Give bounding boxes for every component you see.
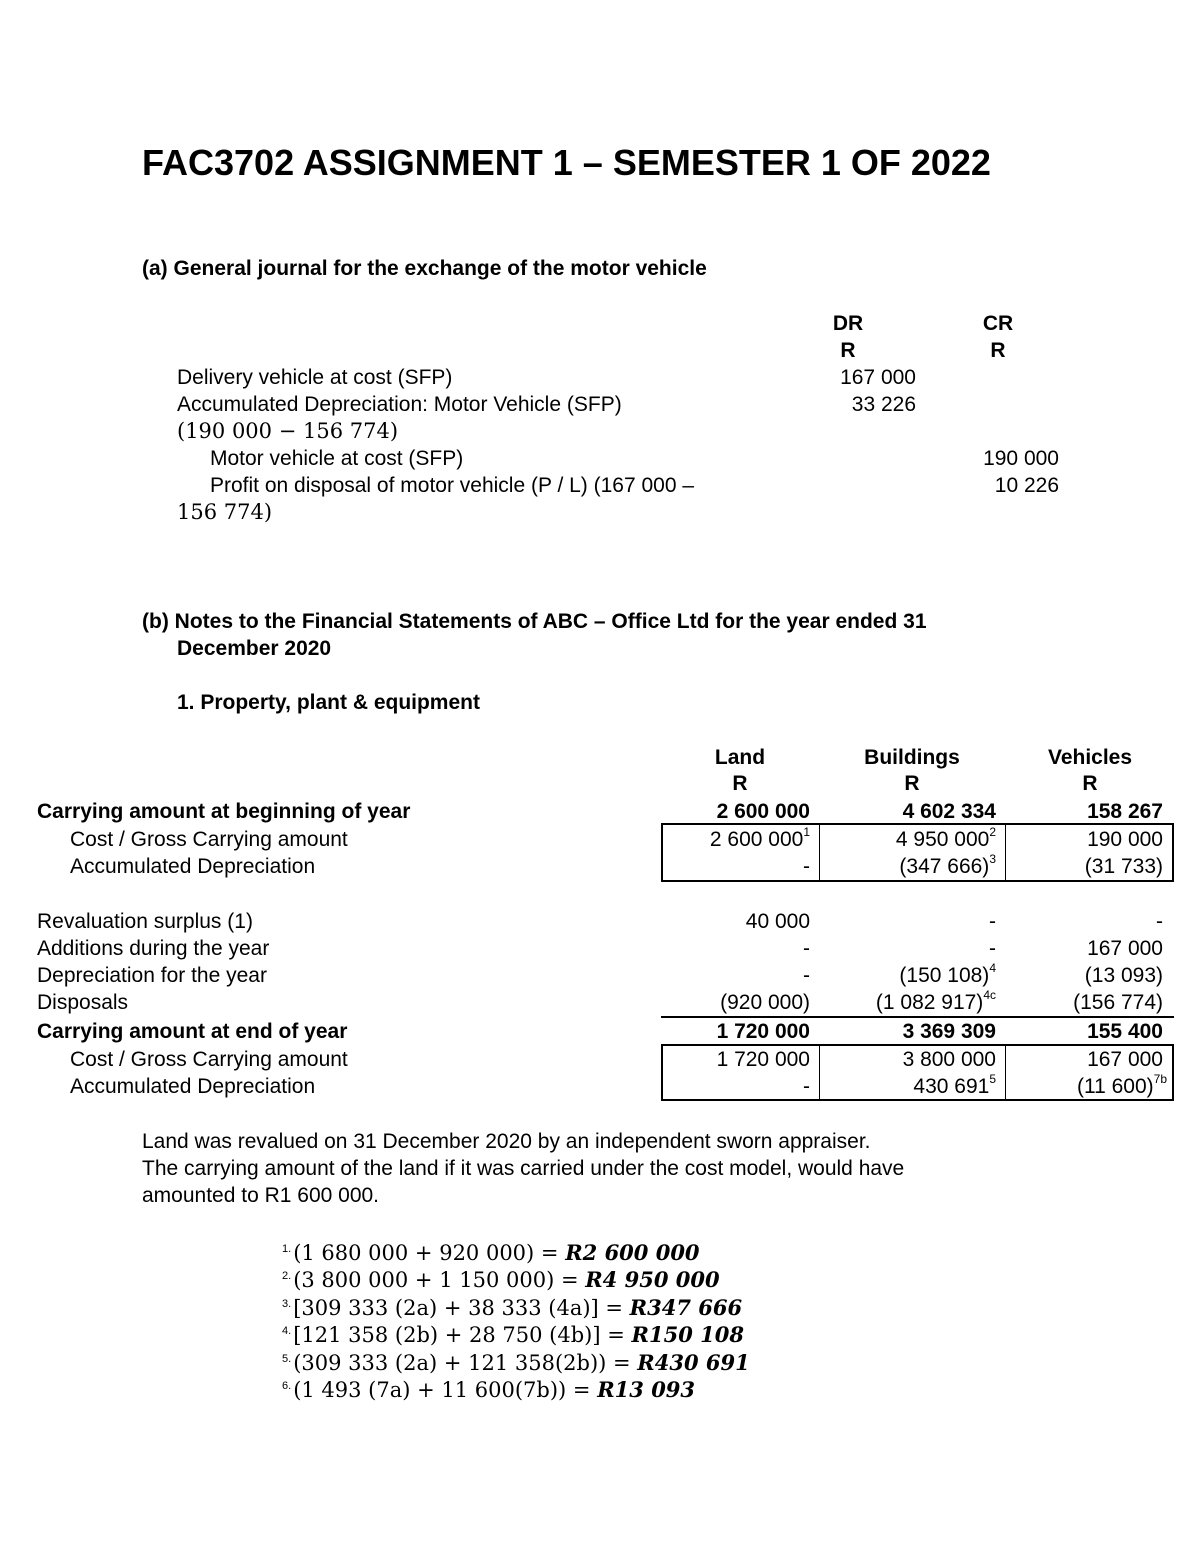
column-header-vehicles: Vehicles [1047, 746, 1133, 769]
journal-entry-label: Accumulated Depreciation: Motor Vehicle (SFP) [177, 393, 622, 416]
dr-header: DR [832, 312, 864, 335]
page-title: FAC3702 ASSIGNMENT 1 – SEMESTER 1 OF 2022 [142, 142, 991, 183]
cell-land: (920 000) [720, 991, 810, 1014]
cr-currency: R [990, 339, 1006, 362]
cell-vehicles: 158 267 [1087, 800, 1163, 823]
cell-vehicles: (13 093) [1084, 964, 1163, 987]
note-title: 1. Property, plant & equipment [177, 691, 480, 714]
narrative-line: The carrying amount of the land if it was carried under the cost model, would have [142, 1157, 905, 1180]
cell-land: 40 000 [745, 910, 810, 933]
row-label-depreciation: Depreciation for the year [37, 964, 267, 987]
row-label-acc-dep: Accumulated Depreciation [70, 1075, 316, 1098]
footnote-ref: 4c [983, 988, 996, 1002]
cell-land: 2 600 000 [716, 800, 810, 823]
journal-entry-label: Motor vehicle at cost (SFP) [210, 447, 464, 470]
cell-vehicles: (11 600)$^{7b}$ [1076, 1072, 1167, 1098]
cell-buildings: 430 $691^5$ [913, 1072, 996, 1098]
footnote-ref: 2 [989, 825, 996, 839]
narrative-line: amounted to R1 600 000. [142, 1184, 380, 1207]
column-divider [819, 823, 820, 882]
journal-entry-cr: 190 000 [983, 447, 1059, 470]
part-b-heading-cont: December 2020 [177, 637, 332, 660]
cell-buildings: - [989, 937, 996, 960]
journal-entry-label: Profit on disposal of motor vehicle (P / L) (167 000 – [210, 474, 695, 497]
column-unit: R [1082, 772, 1098, 795]
column-unit: R [732, 772, 748, 795]
cell-land: - [803, 937, 810, 960]
cell-buildings: - [989, 910, 996, 933]
row-label-cost: Cost / Gross Carrying amount [70, 828, 348, 851]
cell-vehicles: 190 000 [1087, 828, 1163, 851]
cell-vehicles: - [1156, 910, 1163, 933]
row-label-cost: Cost / Gross Carrying amount [70, 1048, 348, 1071]
cell-land: - [803, 855, 810, 878]
cell-vehicles: (31 733) [1084, 855, 1163, 878]
column-divider [819, 1044, 820, 1101]
cell-vehicles: 167 000 [1087, 937, 1163, 960]
cell-vehicles: (156 774) [1073, 991, 1163, 1014]
footnote: $^{2.}$(3 800 000 + 1 150 000) = R4 950 000 [282, 1267, 720, 1292]
cr-header: CR [982, 312, 1014, 335]
column-header-buildings: Buildings [864, 746, 960, 769]
footnote: $^{5.}$(309 333 (2a) + 121 358(2b)) = R430 691 [282, 1350, 750, 1375]
cell-buildings: 4 602 334 [902, 800, 996, 823]
row-label-opening: Carrying amount at beginning of year [37, 800, 411, 823]
cell-buildings: 3 800 000 [902, 1048, 996, 1071]
cell-land: 1 720 000 [716, 1020, 810, 1043]
column-unit: R [904, 772, 920, 795]
row-label-disposals: Disposals [37, 991, 129, 1014]
cell-buildings: (347 666)$^3$ [899, 852, 996, 878]
row-label-acc-dep: Accumulated Depreciation [70, 855, 316, 878]
cell-buildings: (150 108)$^4$ [899, 961, 996, 987]
row-label-closing: Carrying amount at end of year [37, 1020, 348, 1043]
journal-entry-calc: (190 000 − 156 774) [177, 419, 399, 443]
cell-buildings: 4 950 $000^2$ [895, 825, 996, 851]
cell-land: 2 600 $000^1$ [709, 825, 810, 851]
footnote: $^{4.}$[121 358 (2b) + 28 750 (4b)] = R150 108 [282, 1322, 744, 1347]
part-a-heading: (a) General journal for the exchange of the motor vehicle [142, 257, 707, 280]
part-b-heading: (b) Notes to the Financial Statements of ABC – Office Ltd for the year ended 31 [142, 610, 927, 633]
cell-land: - [803, 1075, 810, 1098]
footnote-ref: 3 [989, 852, 996, 866]
journal-entry-dr: 167 000 [840, 366, 916, 389]
journal-entry-dr: 33 226 [851, 393, 916, 416]
column-header-land: Land [714, 746, 766, 769]
footnote-ref: 7b [1153, 1072, 1167, 1086]
cell-vehicles: 155 400 [1087, 1020, 1163, 1043]
narrative-line: Land was revalued on 31 December 2020 by an independent sworn appraiser. [142, 1130, 871, 1153]
cell-vehicles: 167 000 [1087, 1048, 1163, 1071]
cell-buildings: (1 082 917)$^{4c}$ [875, 988, 996, 1014]
footnote-ref: 4 [989, 961, 996, 975]
cell-land: - [803, 964, 810, 987]
row-label-additions: Additions during the year [37, 937, 270, 960]
dr-currency: R [840, 339, 856, 362]
journal-entry-cr: 10 226 [994, 474, 1059, 497]
footnote: $^{3.}$[309 333 (2a) + 38 333 (4a)] = R347 666 [282, 1295, 743, 1320]
journal-entry-label: Delivery vehicle at cost (SFP) [177, 366, 453, 389]
cell-land: 1 720 000 [716, 1048, 810, 1071]
journal-entry-calc: 156 774) [177, 500, 273, 524]
footnote-ref: 5 [989, 1072, 996, 1086]
row-label-revaluation: Revaluation surplus (1) [37, 910, 253, 933]
cell-buildings: 3 369 309 [902, 1020, 996, 1043]
footnote-ref: 1 [803, 825, 810, 839]
footnote: $^{1.}$(1 680 000 + 920 000) = R2 600 000 [282, 1240, 700, 1265]
footnote: $^{6.}$(1 493 (7a) + 11 600(7b)) = R13 093 [282, 1377, 696, 1402]
